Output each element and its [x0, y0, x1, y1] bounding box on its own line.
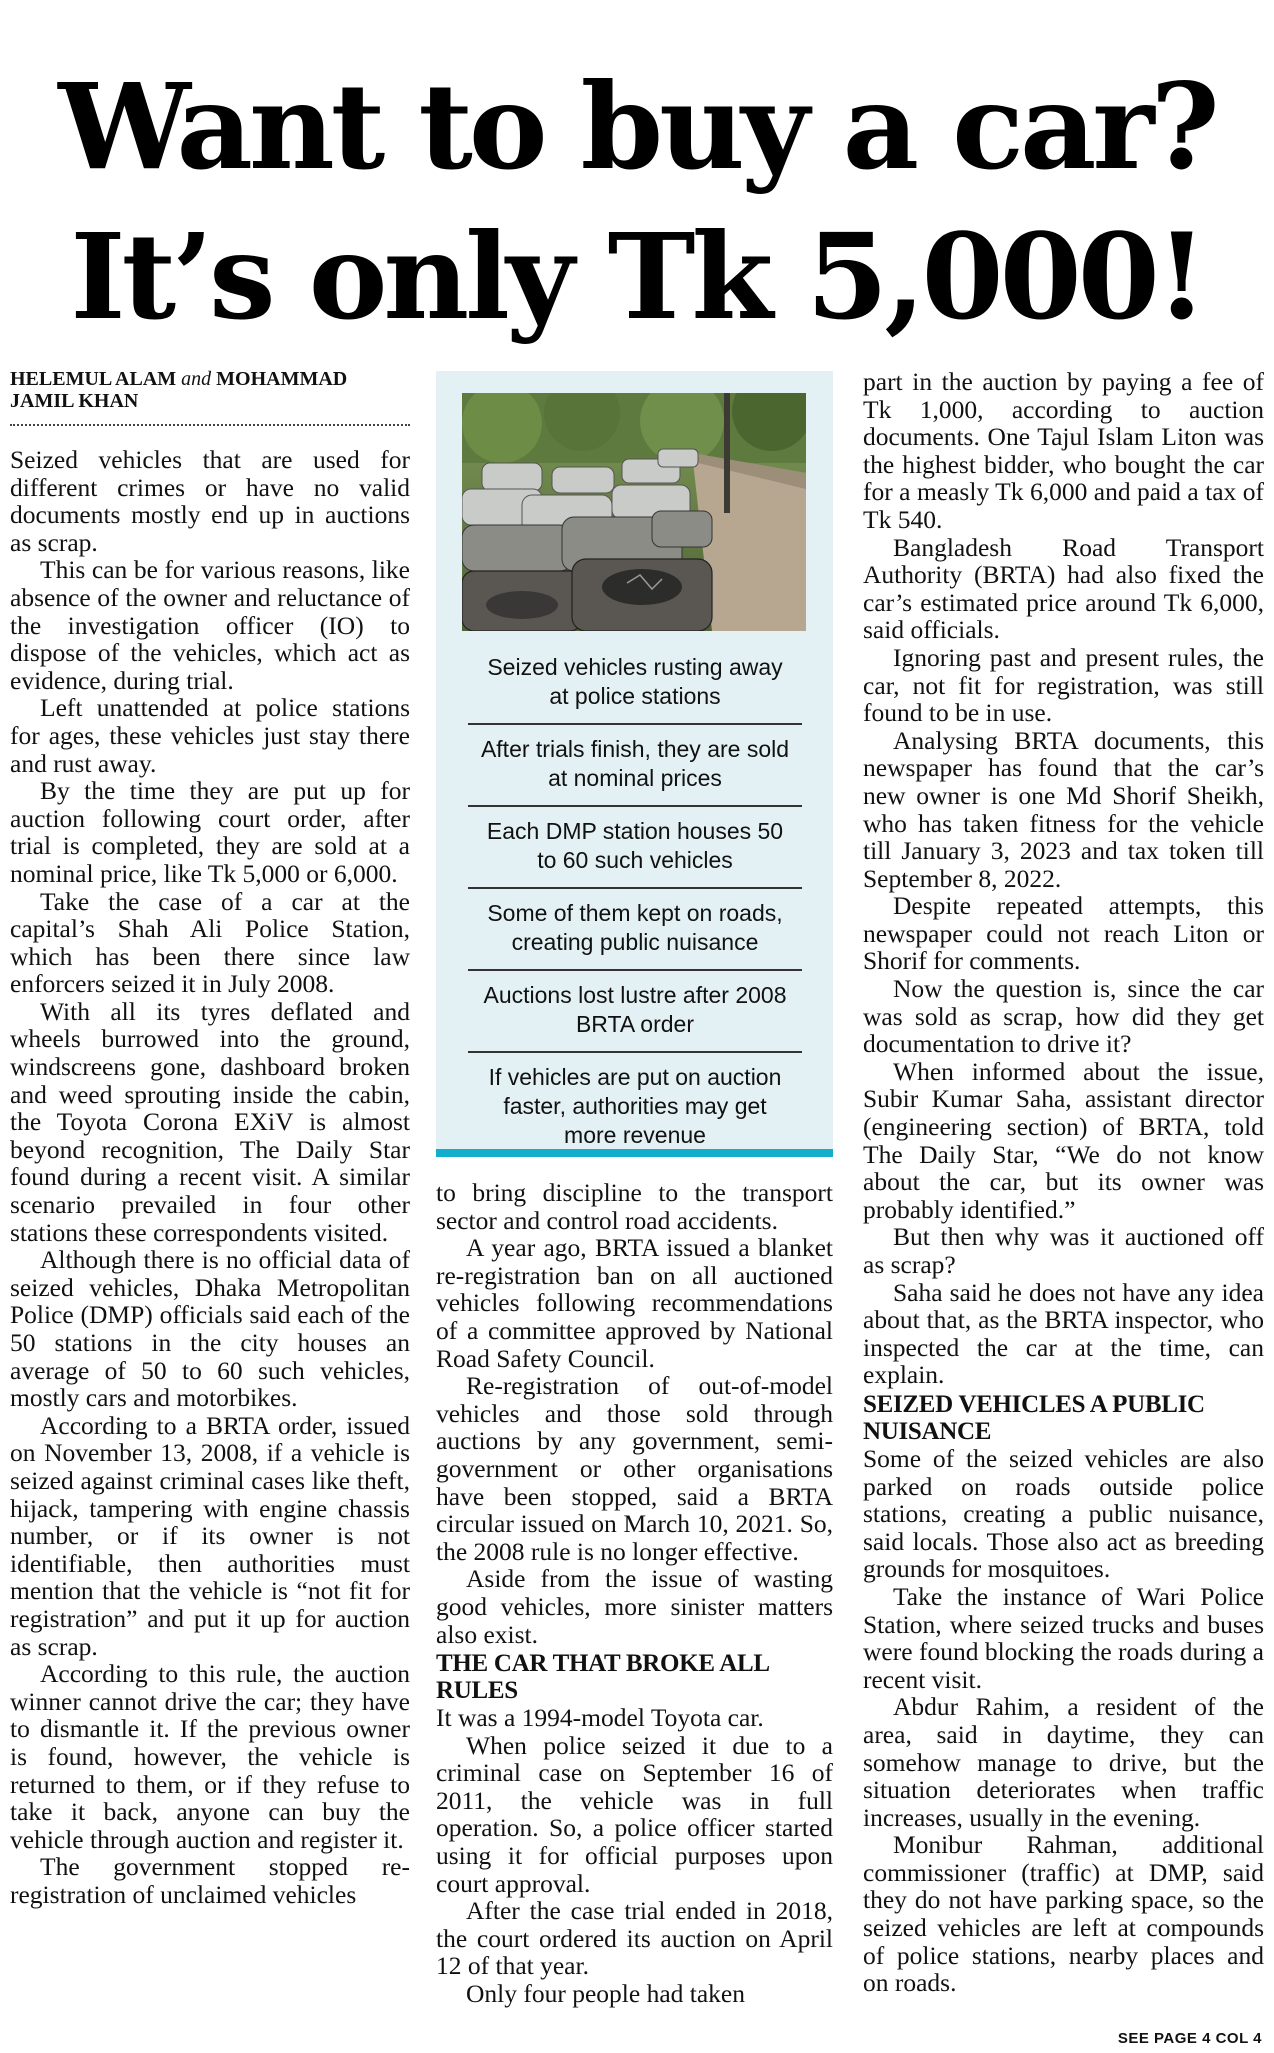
highlights-box: [436, 371, 833, 1157]
byline: [10, 368, 410, 426]
paragraph: Left unattended at police stations for ages, these vehicles just stay there and rust away.: [10, 693, 410, 778]
seized-cars-photo: [462, 393, 806, 631]
jump-line: SEE PAGE 4 COL 4: [1117, 2030, 1262, 2047]
paragraph: part in the auction by paying a fee of Tk 1,000, according to auction documents. One Tajul Islam Liton was the highest bidder, who bought the car for a measly Tk 6,000 and paid a tax of Tk 540.: [863, 367, 1264, 534]
paragraph: Bangladesh Road Transport Authority (BRTA) had also fixed the car’s estimated price around Tk 6,000, said officials.: [863, 532, 1264, 645]
article-column-3: [863, 368, 1264, 1997]
highlight-item: Auctions lost lustre after 2008 BRTA order: [468, 971, 802, 1053]
paragraph: Despite repeated attempts, this newspaper could not reach Liton or Shorif for comments.: [863, 891, 1264, 976]
highlight-item: Some of them kept on roads, creating public nuisance: [468, 889, 802, 971]
paragraph: to bring discipline to the transport sector and control road accidents.: [436, 1178, 833, 1235]
paragraph: Take the case of a car at the capital’s Shah Ali Police Station, which has been there since law enforcers seized it in July 2008.: [10, 886, 410, 999]
paragraph: Abdur Rahim, a resident of the area, said in daytime, they can somehow manage to drive, but the situation deteriorates when traffic increases, usually in the evening.: [863, 1692, 1264, 1832]
headline: [20, 52, 1254, 352]
paragraph: Analysing BRTA documents, this newspaper has found that the car’s new owner is one Md Shorif Sheikh, who has taken fitness for the vehicle till January 3, 2023 and tax token till September 8, 2022.: [863, 725, 1264, 893]
article-column-2: [436, 1179, 833, 2008]
subheading: SEIZED VEHICLES A PUBLIC NUISANCE: [863, 1390, 1205, 1445]
paragraph: Ignoring past and present rules, the car, not fit for registration, was still found to be in use.: [863, 642, 1264, 728]
byline-author-1: HELEMUL ALAM: [10, 368, 177, 390]
subheading: THE CAR THAT BROKE ALL RULES: [436, 1650, 769, 1705]
highlight-item: If vehicles are put on auction faster, authorities may get more revenue: [488, 1064, 782, 1148]
paragraph: But then why was it auctioned off as scrap?: [863, 1222, 1264, 1279]
paragraph: Seized vehicles that are used for different crimes or have no valid documents mostly end up in auctions as scrap.: [10, 445, 410, 557]
paragraph: By the time they are put up for auction following court order, after trial is completed, they are sold at a nominal price, like Tk 5,000 or 6,000.: [10, 776, 410, 888]
paragraph: Re-registration of out-of-model vehicles and those sold through auctions by any government, semi-government or other organisations have been stopped, said a BRTA circular issued on March 10, 2021. So, the 2008 rule is no longer effective.: [436, 1371, 833, 1566]
headline-line-1: Want to buy a car?: [58, 57, 1216, 196]
highlights-list: [468, 643, 802, 1162]
paragraph: When informed about the issue, Subir Kumar Saha, assistant director (engineering section) of BRTA, told The Daily Star, “We do not know about the car, but its owner was probably identified.”: [863, 1056, 1264, 1224]
highlight-item: Each DMP station houses 50 to 60 such vehicles: [468, 807, 802, 889]
byline-conjunction: and: [181, 368, 212, 390]
paragraph: The government stopped re-registration of unclaimed vehicles: [10, 1852, 410, 1909]
paragraph: Saha said he does not have any idea about that, as the BRTA inspector, who inspected the car at the time, can explain.: [863, 1277, 1264, 1390]
paragraph: Only four people had taken: [466, 1979, 745, 2009]
paragraph: A year ago, BRTA issued a blanket re-registration ban on all auctioned vehicles following recommendations of a committee approved by National Road Safety Council.: [436, 1233, 833, 1373]
photo-illustration: [462, 393, 806, 631]
paragraph: According to a BRTA order, issued on November 13, 2008, if a vehicle is seized against criminal cases like theft, hijack, tampering with engine chassis number, or if its owner is not identifiable, then authorities must mention that the vehicle is “not fit for registration” and put it up for auction as scrap.: [10, 1410, 410, 1661]
byline-author-2: MOHAMMAD JAMIL KHAN: [10, 368, 348, 412]
paragraph: With all its tyres deflated and wheels burrowed into the ground, windscreens gone, dashboard broken and weed sprouting inside the cabin, the Toyota Corona EXiV is almost beyond recognition, The Daily Star found during a recent visit. A similar scenario prevailed in four other stations these correspondents visited.: [10, 996, 410, 1247]
paragraph: According to this rule, the auction winner cannot drive the car; they have to dismantle it. If the previous owner is found, however, the vehicle is returned to them, or if they refuse to take it back, anyone can buy the vehicle through auction and register it.: [10, 1659, 410, 1854]
highlight-item: Seized vehicles rusting away at police stations: [468, 643, 802, 725]
paragraph: Now the question is, since the car was sold as scrap, how did they get documentation to drive it?: [863, 974, 1264, 1059]
paragraph: Although there is no official data of seized vehicles, Dhaka Metropolitan Police (DMP) officials said each of the 50 stations in the city houses an average of 50 to 60 such vehicles, mostly cars and motorbikes.: [10, 1245, 410, 1413]
headline-line-2: It’s only Tk 5,000!: [70, 207, 1204, 346]
paragraph: It was a 1994-model Toyota car.: [436, 1703, 764, 1733]
paragraph: Some of the seized vehicles are also parked on roads outside police stations, creating a public nuisance, said locals. Those also act as breeding grounds for mosquitoes.: [863, 1443, 1264, 1584]
paragraph: This can be for various reasons, like absence of the owner and reluctance of the investigation officer (IO) to dispose of the vehicles, which act as evidence, during trial.: [10, 555, 410, 695]
highlight-item: After trials finish, they are sold at nominal prices: [468, 725, 802, 807]
article-column-1: [10, 446, 410, 1908]
paragraph: Monibur Rahman, additional commissioner (traffic) at DMP, said they do not have parking space, so the seized vehicles are left at compounds of police stations, nearby places and on roads.: [863, 1830, 1264, 1998]
paragraph: Take the instance of Wari Police Station, where seized trucks and buses were found blocking the roads during a recent visit.: [863, 1581, 1264, 1694]
paragraph: When police seized it due to a criminal case on September 16 of 2011, the vehicle was in full operation. So, a police officer started using it for official purposes upon court approval.: [436, 1730, 833, 1898]
paragraph: After the case trial ended in 2018, the court ordered its auction on April 12 of that year.: [436, 1896, 833, 1981]
paragraph: Aside from the issue of wasting good vehicles, more sinister matters also exist.: [436, 1564, 833, 1649]
